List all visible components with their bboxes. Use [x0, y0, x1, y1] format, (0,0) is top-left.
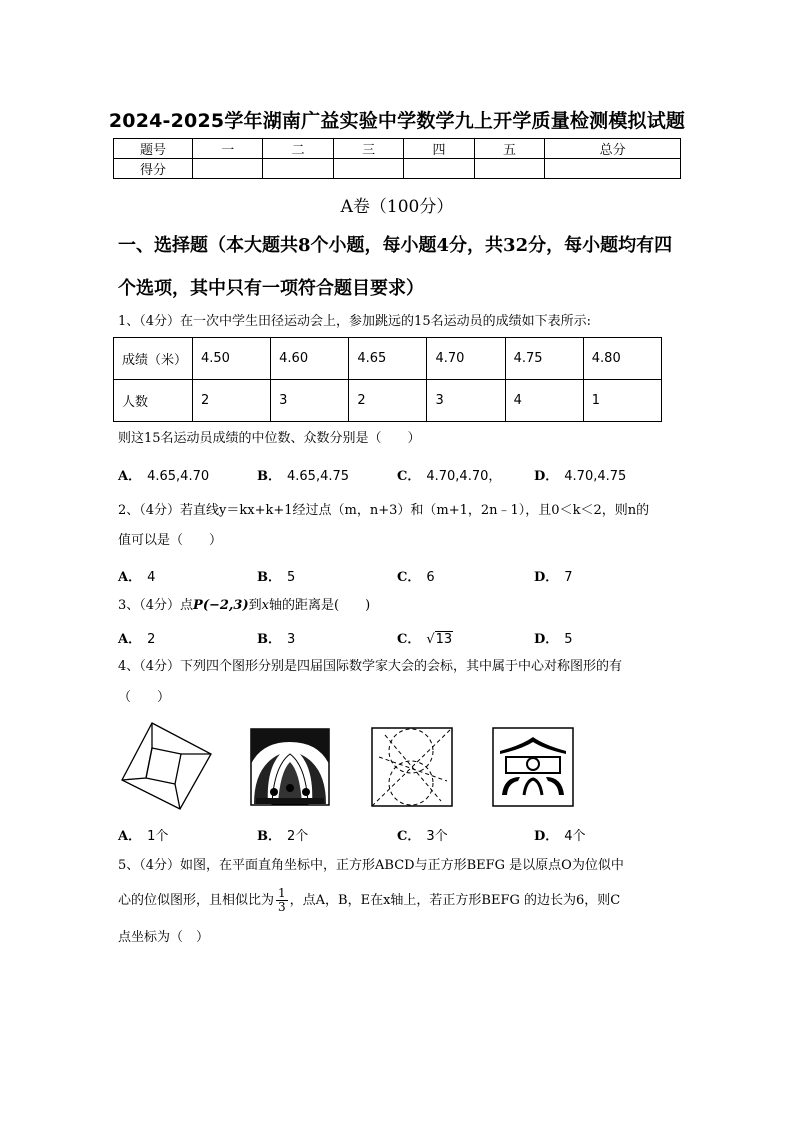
score-header-cell: 题号 — [114, 139, 193, 159]
q4-line1: 4、（4分）下列四个图形分别是四届国际数学家大会的会标，其中属于中心对称图形的有 — [118, 659, 623, 674]
q1-row2-label: 人数 — [114, 380, 193, 422]
q1-count-cell: 1 — [583, 380, 661, 422]
q1-score-cell: 4.65 — [349, 338, 427, 380]
q4-option-d[interactable]: D． 4个 — [534, 829, 586, 844]
q3-axis: x — [261, 598, 269, 613]
fraction-denominator: 3 — [278, 900, 286, 914]
q1-option-d[interactable]: D． 4.70,4.75 — [534, 469, 627, 484]
q1-count-cell: 3 — [427, 380, 505, 422]
score-header-cell: 四 — [404, 139, 474, 159]
score-header-cell: 五 — [474, 139, 544, 159]
q2-line2: 值可以是（ ） — [118, 533, 223, 548]
q1-score-cell: 4.75 — [505, 338, 583, 380]
q4-option-b[interactable]: B． 2个 — [257, 829, 309, 844]
q1-count-cell: 3 — [271, 380, 349, 422]
q5-line3: 点坐标为（ ） — [118, 930, 210, 945]
score-table-header-row — [114, 139, 681, 159]
q3-option-a[interactable]: A． 2 — [118, 632, 156, 647]
q1-count-cell: 2 — [349, 380, 427, 422]
q4-option-a[interactable]: A． 1个 — [118, 829, 169, 844]
q2-option-b[interactable]: B． 5 — [257, 570, 296, 585]
q1-score-cell: 4.60 — [271, 338, 349, 380]
score-table-score-row — [114, 159, 681, 179]
q5-line2-suffix: ，点A，B，E在x轴上，若正方形BEFG 的边长为6，则C — [289, 893, 621, 908]
score-table — [113, 138, 681, 179]
q5-line2 — [118, 887, 678, 914]
score-header-cell: 一 — [193, 139, 263, 159]
q1-count-cell: 2 — [193, 380, 271, 422]
q1-option-a[interactable]: A． 4.65,4.70 — [118, 469, 210, 484]
ratio-fraction — [276, 887, 288, 914]
score-row-label: 得分 — [114, 159, 193, 179]
q2-option-c[interactable]: C． 6 — [397, 570, 435, 585]
q1-table-row — [114, 380, 662, 422]
q4-line2: （ ） — [118, 690, 171, 705]
q3-stem — [118, 596, 678, 616]
score-cell — [263, 159, 333, 179]
q5-line2-prefix: 心的位似图形，且相似比为 — [118, 893, 275, 908]
score-cell — [193, 159, 263, 179]
q3-point: P(−2,3) — [193, 598, 249, 613]
figure-logo-1 — [120, 722, 212, 810]
score-cell — [474, 159, 544, 179]
score-cell — [333, 159, 403, 179]
section-heading: 一、选择题（本大题共8个小题，每小题4分，共32分，每小题均有四个选项，其中只有一项符合题目要求） — [118, 235, 673, 299]
q2-option-d[interactable]: D． 7 — [534, 570, 573, 585]
q4-option-c[interactable]: C． 3个 — [397, 829, 448, 844]
q1-count-cell: 4 — [505, 380, 583, 422]
q3-suffix: 轴的距离是( ) — [269, 598, 371, 613]
q2-line1: 2、（4分）若直线y＝kx+k+1经过点（m，n+3）和（m+1，2n﹣1），且0＜k＜2，则n的 — [118, 503, 650, 518]
q1-row1-label: 成绩（米） — [114, 338, 193, 380]
fraction-numerator: 1 — [278, 886, 286, 900]
score-header-cell: 总分 — [545, 139, 681, 159]
q1-score-cell: 4.80 — [583, 338, 661, 380]
q1-score-cell: 4.70 — [427, 338, 505, 380]
q3-option-c[interactable]: C． √13 — [397, 632, 453, 647]
q3-option-d[interactable]: D． 5 — [534, 632, 573, 647]
q1-score-table — [113, 337, 662, 422]
score-header-cell: 二 — [263, 139, 333, 159]
q1-score-cell: 4.50 — [193, 338, 271, 380]
figure-logo-2 — [250, 728, 330, 806]
figure-logo-3 — [371, 727, 453, 807]
q1-question: 则这15名运动员成绩的中位数、众数分别是（ ） — [118, 431, 421, 446]
page-title: 2024-2025学年湖南广益实验中学数学九上开学质量检测模拟试题 — [108, 110, 686, 132]
q1-option-b[interactable]: B． 4.65,4.75 — [257, 469, 350, 484]
paper-section-label: A卷（100分） — [340, 197, 454, 217]
q1-option-c[interactable]: C． 4.70,4.70， — [397, 469, 502, 484]
score-cell — [404, 159, 474, 179]
q5-line1: 5、（4分）如图，在平面直角坐标中，正方形ABCD与正方形BEFG 是以原点O为位似中 — [118, 858, 624, 873]
score-header-cell: 三 — [333, 139, 403, 159]
q3-prefix: 3、（4分）点 — [118, 598, 194, 613]
q2-option-a[interactable]: A． 4 — [118, 570, 156, 585]
q3-middle: 到 — [248, 598, 262, 613]
figure-logo-4 — [492, 727, 574, 807]
q1-table-row — [114, 338, 662, 380]
q1-stem: 1、（4分）在一次中学生田径运动会上，参加跳远的15名运动员的成绩如下表所示: — [118, 314, 591, 329]
sqrt-radicand: 13 — [435, 632, 453, 647]
score-cell — [545, 159, 681, 179]
q3-option-b[interactable]: B． 3 — [257, 632, 296, 647]
